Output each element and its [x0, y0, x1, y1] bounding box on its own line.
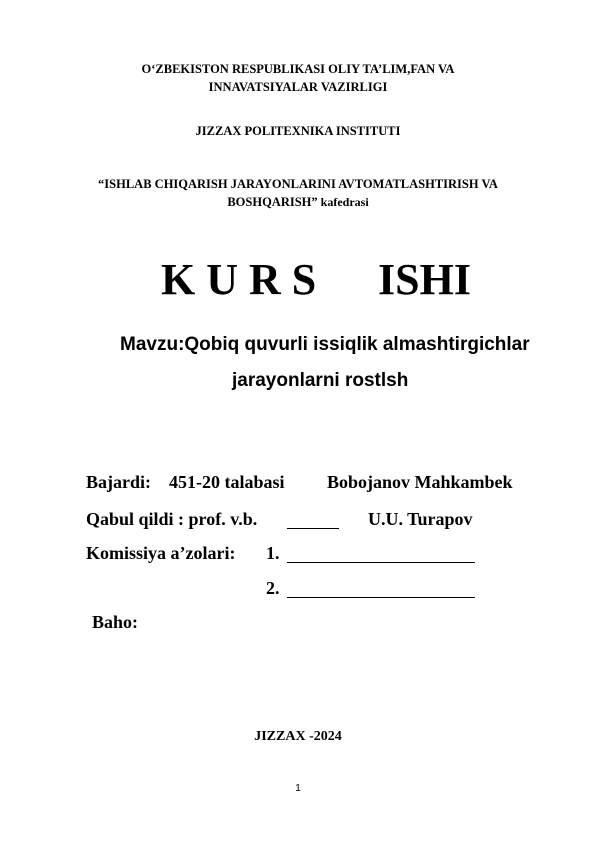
- supervisor-name: U.U. Turapov: [368, 509, 473, 529]
- document-title-part-1: K U R S: [161, 255, 317, 304]
- city-year: JIZZAX -2024: [254, 729, 342, 744]
- department-heading: [0, 175, 596, 211]
- topic-line-1: Mavzu:Qobiq quvurli issiqlik almashtirgichlar: [120, 334, 530, 355]
- student-name: Bobojanov Mahkambek: [327, 472, 513, 492]
- ministry-line-2: INNAVATSIYALAR VAZIRLIGI: [208, 80, 388, 94]
- department-suffix: kafedrasi: [317, 195, 369, 209]
- department-line-2: [0, 193, 596, 211]
- komissiya-signature-line-2: [287, 578, 475, 598]
- komissiya-number-1: 1.: [266, 543, 280, 563]
- ministry-line-1: O‘ZBEKISTON RESPUBLIKASI OLIY TA’LIM,FAN VA: [141, 62, 455, 76]
- topic-line-2: jarayonlarni rostlsh: [232, 370, 409, 391]
- komissiya-label: Komissiya a’zolari:: [86, 543, 236, 563]
- department-name-end: BOSHQARISH”: [227, 195, 318, 209]
- student-group: 451-20 talabasi: [169, 472, 285, 492]
- department-line-1: “ISHLAB CHIQARISH JARAYONLARINI AVTOMATLASHTIRISH VA: [98, 177, 498, 191]
- page-number: 1: [295, 783, 301, 794]
- bajardi-label: Bajardi:: [86, 472, 151, 492]
- ministry-heading: [0, 60, 596, 96]
- baho-label: Baho:: [92, 612, 139, 632]
- qabul-signature-line: [287, 509, 339, 529]
- document-title-part-2: ISHI: [378, 255, 471, 304]
- institute-name: JIZZAX POLITEXNIKA INSTITUTI: [195, 124, 401, 138]
- komissiya-number-2: 2.: [266, 578, 280, 598]
- komissiya-signature-line-1: [287, 543, 475, 563]
- qabul-label: Qabul qildi : prof. v.b.: [86, 509, 258, 529]
